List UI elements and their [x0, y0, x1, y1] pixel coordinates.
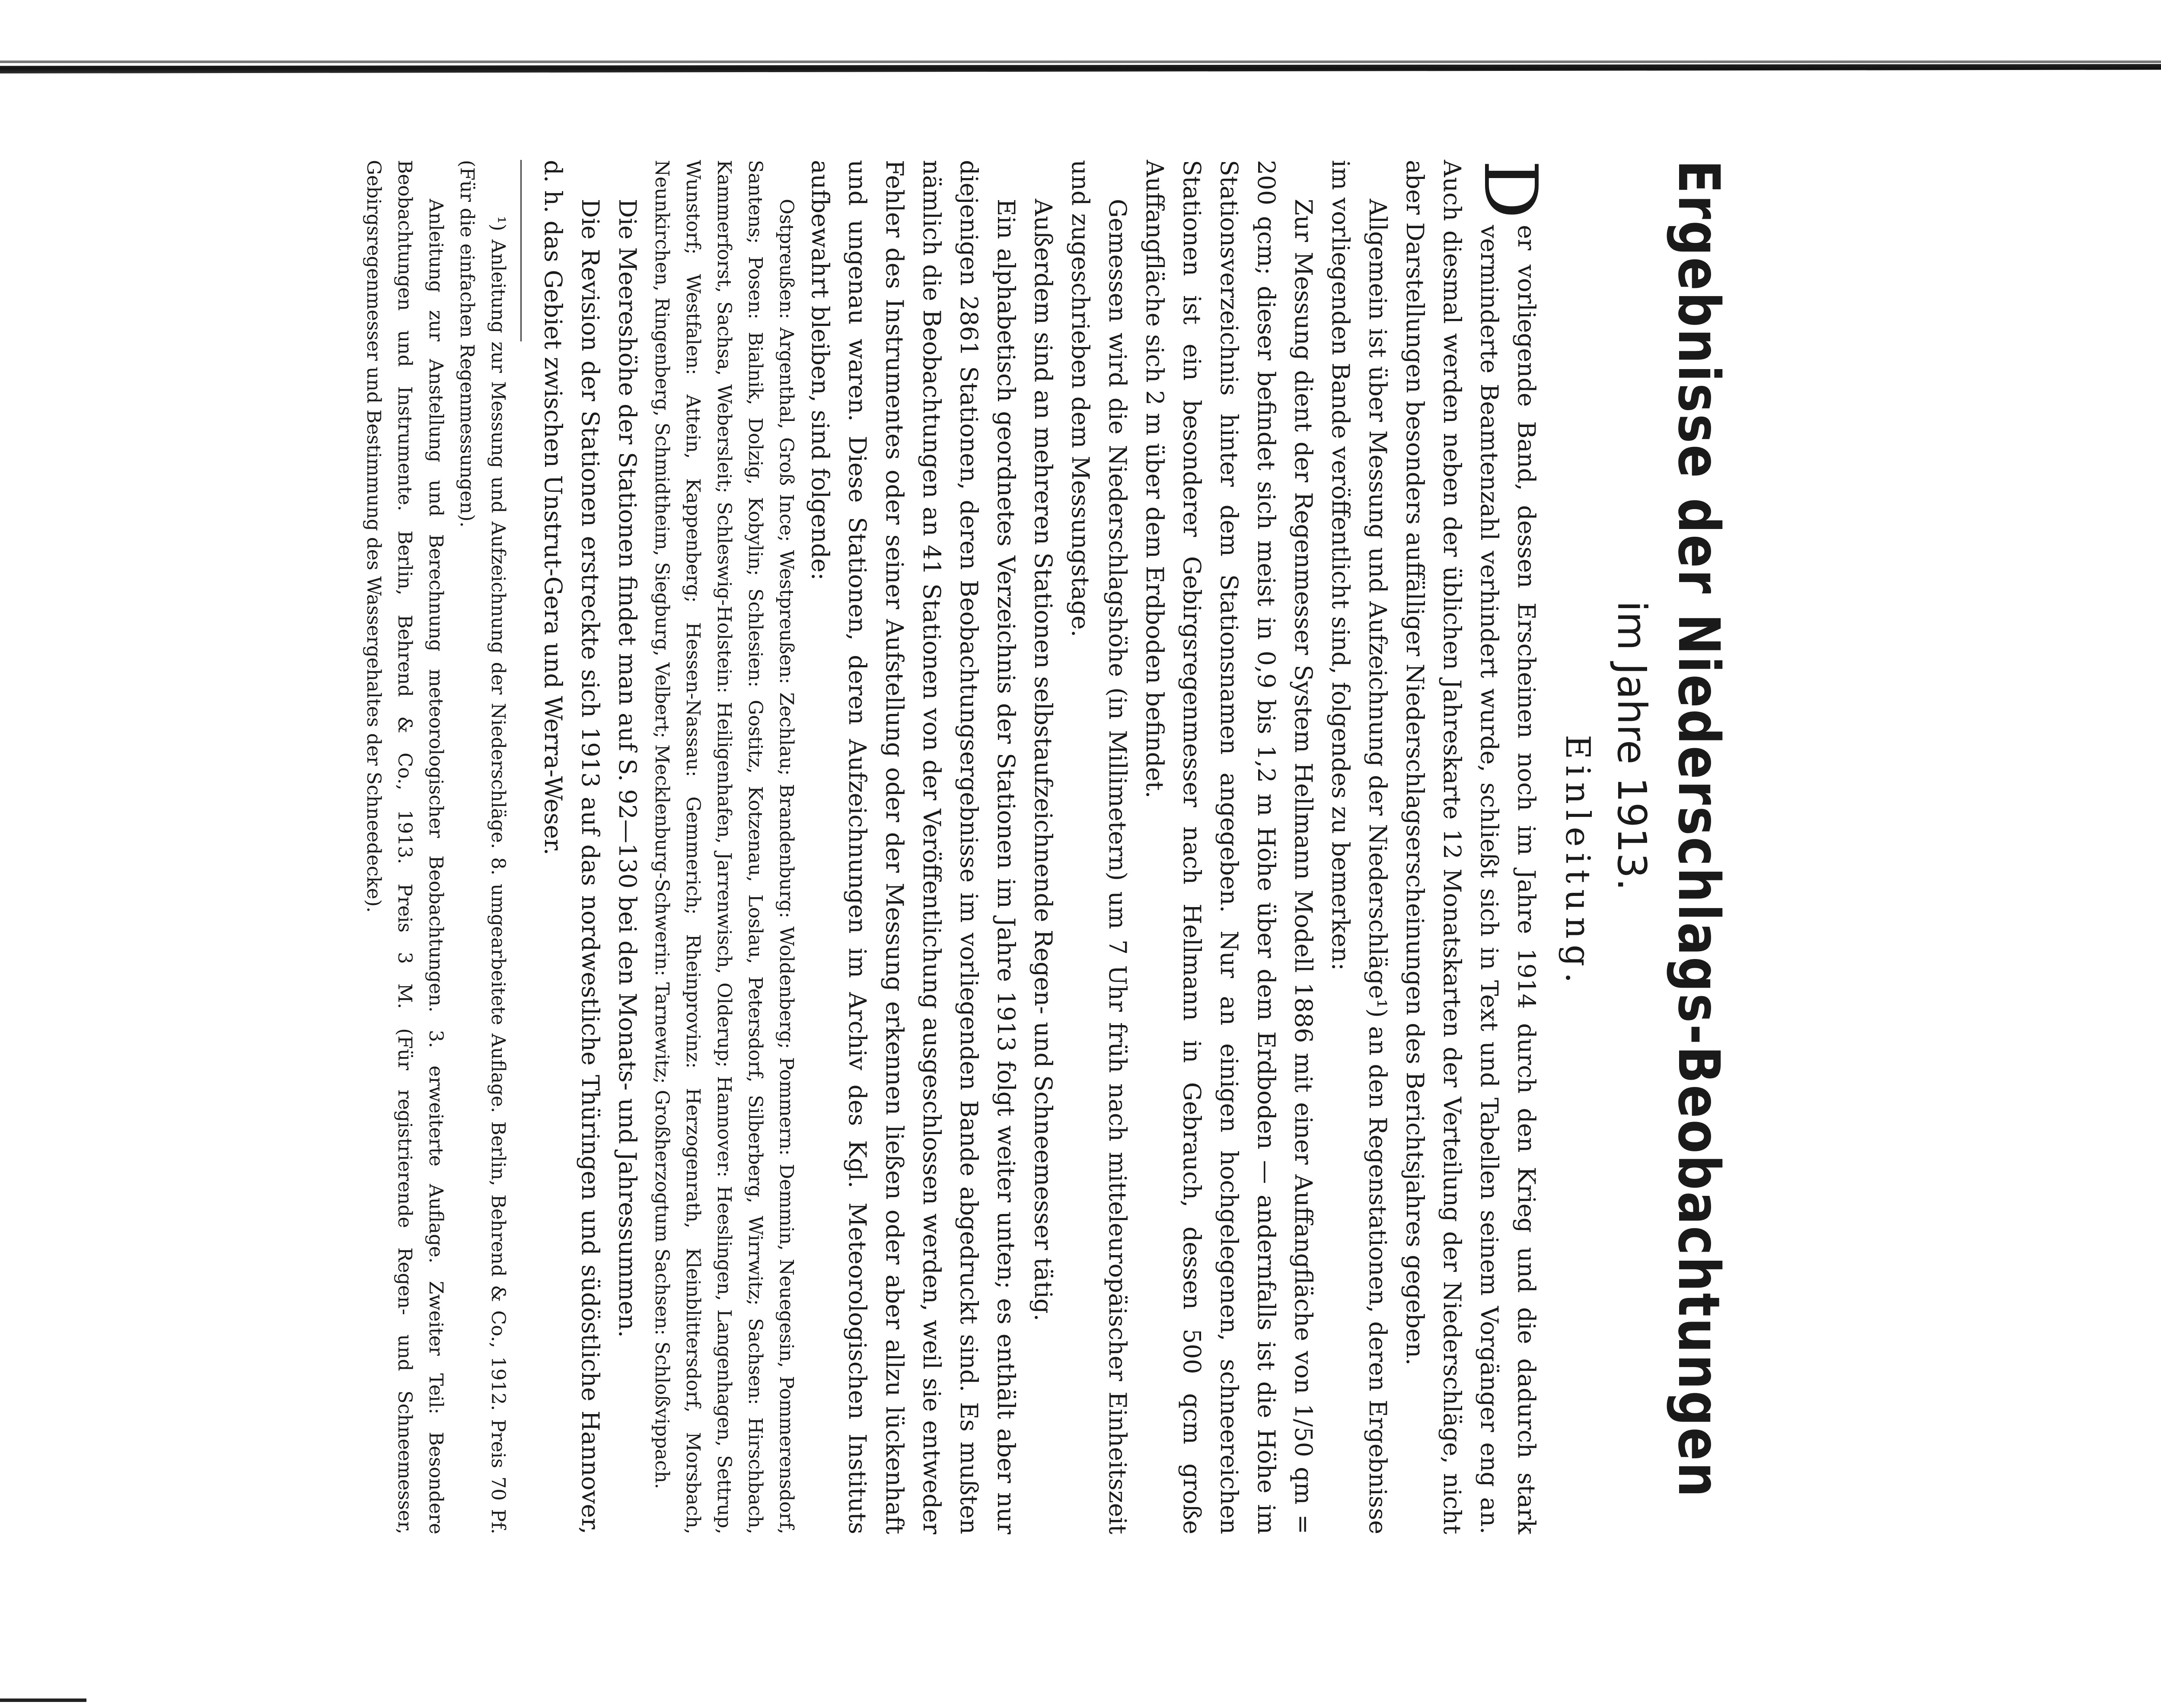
paragraph: Allgemein ist über Messung und Aufzeichnung der Niederschläge¹) an den Regenstationen, deren Ergebnisse im vorliegenden Bande veröffentlicht sind, folgendes zu bemerken:	[1327, 160, 1392, 1534]
intro-paragraph	[1396, 160, 1553, 1534]
paragraph: Die Meereshöhe der Stationen findet man auf S. 92—130 bei den Monats- und Jahressummen.	[614, 199, 641, 1338]
paragraph: Gemessen wird die Niederschlagshöhe (in Millimetern) um 7 Uhr früh nach mitteleuropäischer Einheitszeit und zugeschrieben dem Messungstage.	[1067, 160, 1131, 1534]
section-heading: Einleitung.	[1558, 735, 1597, 989]
document-subtitle: im Jahre 1913.	[1609, 601, 1655, 891]
footnote: Anleitung zur Anstellung und Berechnung meteorologischer Beobachtungen. 3. erweiterte Auflage. Zweiter Teil: Besondere Beobachtungen und Instrumente. Berlin, Behrend & Co., 1913. Preis 3 M. (Für registrierende Regen- und Schneemesser, Gebirgsregenmesser und Bestimmung des Wassergehaltes der Schneedecke).	[363, 160, 447, 1534]
scan-edge-top	[0, 64, 2161, 73]
scan-mark-bottom	[0, 1698, 86, 1702]
scan-edge-top-faint	[0, 61, 2161, 63]
document-title: Ergebnisse der Niederschlags-Beobachtungen	[1665, 160, 1732, 1499]
drop-cap: D	[1467, 160, 1553, 219]
paragraph: Die Revision der Stationen erstreckte sich 1913 auf das nordwestliche Thüringen und südöstliche Hannover, d. h. das Gebiet zwischen Unstrut-Gera und Werra-Weser.	[539, 160, 604, 1534]
paragraph: Zur Messung dient der Regenmesser System Hellmann Modell 1886 mit einer Auffangfläche von 1/50 qm = 200 qcm; dieser befindet sich meist in 0,9 bis 1,2 m Höhe über dem Erdboden — andernfalls ist die Höhe im Stationsverzeichnis hinter dem Stationsnamen angegeben. Nur an einigen hochgelegenen, schneereichen Stationen ist ein besonderer Gebirgsregenmesser nach Hellmann in Gebrauch, dessen 500 qcm große Auffangfläche sich 2 m über dem Erdboden befindet.	[1141, 160, 1317, 1534]
paragraph: Ein alphabetisch geordnetes Verzeichnis der Stationen im Jahre 1913 folgt weiter unten; es enthält aber nur diejenigen 2861 Stationen, deren Beobachtungsergebnisse im vorliegenden Bande abgedruckt sind. Es mußten nämlich die Beobachtungen an 41 Stationen von der Veröffentlichung ausgeschlossen werden, weil sie entweder Fehler des Instrumentes oder seiner Aufstellung oder der Messung erkennen ließen oder aber allzu lückenhaft und ungenau waren. Diese Stationen, deren Aufzeichnungen im Archiv des Kgl. Meteorologischen Instituts aufbewahrt bleiben, sind folgende:	[806, 160, 1020, 1534]
excluded-stations-list: Ostpreußen: Argenthal, Groß Ince; Westpreußen: Zechlau; Brandenburg: Woldenberg; Pommern: Demmin, Neuegesin, Pommerensdorf, Santens; Posen: Bialnik, Dolzig, Kobylin; Schlesien: Gostitz, Kotzenau, Loslau, Petersdorf, Silberberg, Wirrwitz; Sachsen: Hirschbach, Kammerforst, Sachsa, Webersleit; Schleswig-Holstein: Heiligenhafen, Jarrenwisch, Olderup; Hannover: Heeslingen, Langenhagen, Settrup, Wunstorf; Westfalen: Attein, Kappenberg; Hessen-Nassau: Gemmerich; Rheinprovinz: Herzogenrath, Kleinblittersdorf, Morsbach, Neunkirchen, Ringenberg, Schmidtheim, Siegburg, Velbert; Mecklenburg-Schwerin: Tarnewitz; Großherzogtum Sachsen: Schloßvippach.	[651, 160, 797, 1534]
rotated-document-page	[140, 160, 1731, 1534]
footnotes	[358, 160, 513, 1534]
intro-text: er vorliegende Band, dessen Erscheinen noch im Jahre 1914 durch den Krieg und die dadurch stark verminderte Beamtenzahl verhindert wurde, schließt sich in Text und Tabellen seinem Vorgänger eng an. Auch diesmal werden neben der üblichen Jahreskarte 12 Monatskarten der Verteilung der Niederschläge, nicht aber Darstellungen besonders auffälliger Niederschlagserscheinungen des Berichtsjahres gegeben.	[1401, 160, 1540, 1534]
footnote-divider	[520, 160, 522, 341]
document-body	[358, 160, 1553, 1534]
footnote: ¹) Anleitung zur Messung und Aufzeichnung der Niederschläge. 8. umgearbeitete Auflage. Berlin, Behrend & Co., 1912. Preis 70 Pf. (Für die einfachen Regenmessungen).	[456, 160, 509, 1534]
paragraph: Außerdem sind an mehreren Stationen selbstaufzeichnende Regen- und Schneemesser tätig.	[1030, 199, 1057, 1322]
